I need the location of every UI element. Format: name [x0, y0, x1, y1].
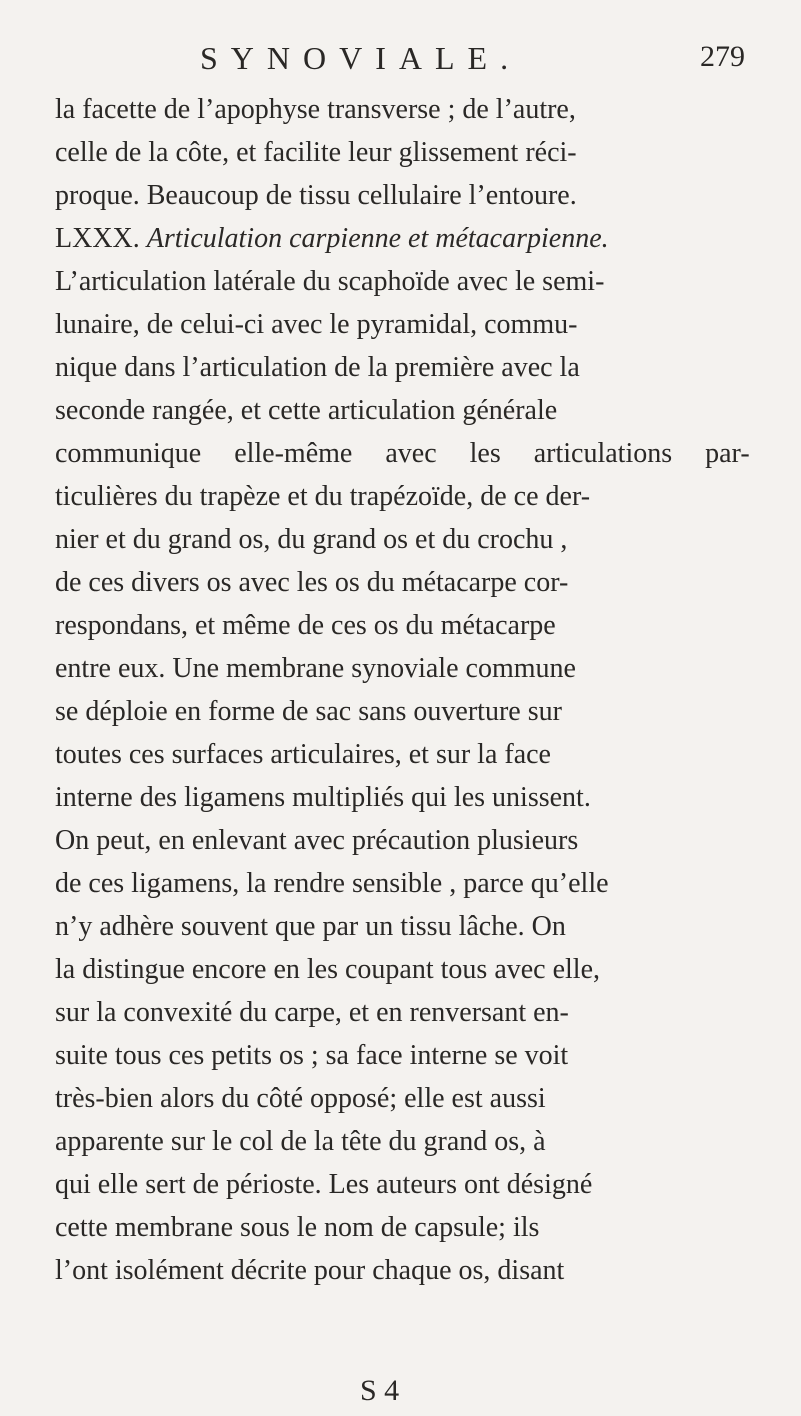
text-line: apparente sur le col de la tête du grand os, à — [55, 1126, 546, 1157]
text-line: L’articulation latérale du scaphoïde avec le semi- — [55, 266, 605, 297]
text-line: nier et du grand os, du grand os et du crochu , — [55, 524, 568, 555]
text-line: On peut, en enlevant avec précaution plusieurs — [55, 825, 579, 856]
text-line: celle de la côte, et facilite leur glissement réci- — [55, 137, 577, 168]
page-number: 279 — [700, 40, 745, 73]
text-line: se déploie en forme de sac sans ouverture sur — [55, 696, 562, 727]
text-line: proque. Beaucoup de tissu cellulaire l’entoure. — [55, 180, 577, 211]
text-line: ticulières du trapèze et du trapézoïde, de ce der- — [55, 481, 591, 512]
text-line: lunaire, de celui-ci avec le pyramidal, commu- — [55, 309, 578, 340]
text-line: nique dans l’articulation de la première avec la — [55, 352, 580, 383]
text-line: la distingue encore en les coupant tous avec elle, — [55, 954, 601, 985]
text-line: cette membrane sous le nom de capsule; ils — [55, 1212, 540, 1243]
text-line: n’y adhère souvent que par un tissu lâche. On — [55, 911, 566, 942]
text-line: toutes ces surfaces articulaires, et sur la face — [55, 739, 551, 770]
signature-mark: S 4 — [360, 1374, 400, 1407]
text-line: interne des ligamens multipliés qui les unissent. — [55, 782, 591, 813]
text-line: qui elle sert de périoste. Les auteurs ont désigné — [55, 1169, 593, 1200]
text-line: entre eux. Une membrane synoviale commune — [55, 653, 576, 684]
section-heading — [55, 222, 609, 256]
text-line: seconde rangée, et cette articulation générale — [55, 395, 558, 426]
text-line: sur la convexité du carpe, et en renversant en- — [55, 997, 569, 1028]
section-number: LXXX. — [55, 223, 140, 254]
text-line: communique elle-même avec les articulations par- — [55, 438, 750, 469]
text-line: de ces divers os avec les os du métacarpe cor- — [55, 567, 569, 598]
section-title: Articulation carpienne et métacarpienne. — [146, 223, 609, 254]
running-title: SYNOVIALE. — [200, 40, 522, 76]
text-line: respondans, et même de ces os du métacarpe — [55, 610, 556, 641]
text-line: de ces ligamens, la rendre sensible , parce qu’elle — [55, 868, 609, 899]
text-line: suite tous ces petits os ; sa face interne se voit — [55, 1040, 569, 1071]
text-line: très-bien alors du côté opposé; elle est aussi — [55, 1083, 546, 1114]
text-line: la facette de l’apophyse transverse ; de l’autre, — [55, 94, 576, 125]
text-line: l’ont isolément décrite pour chaque os, disant — [55, 1255, 565, 1286]
